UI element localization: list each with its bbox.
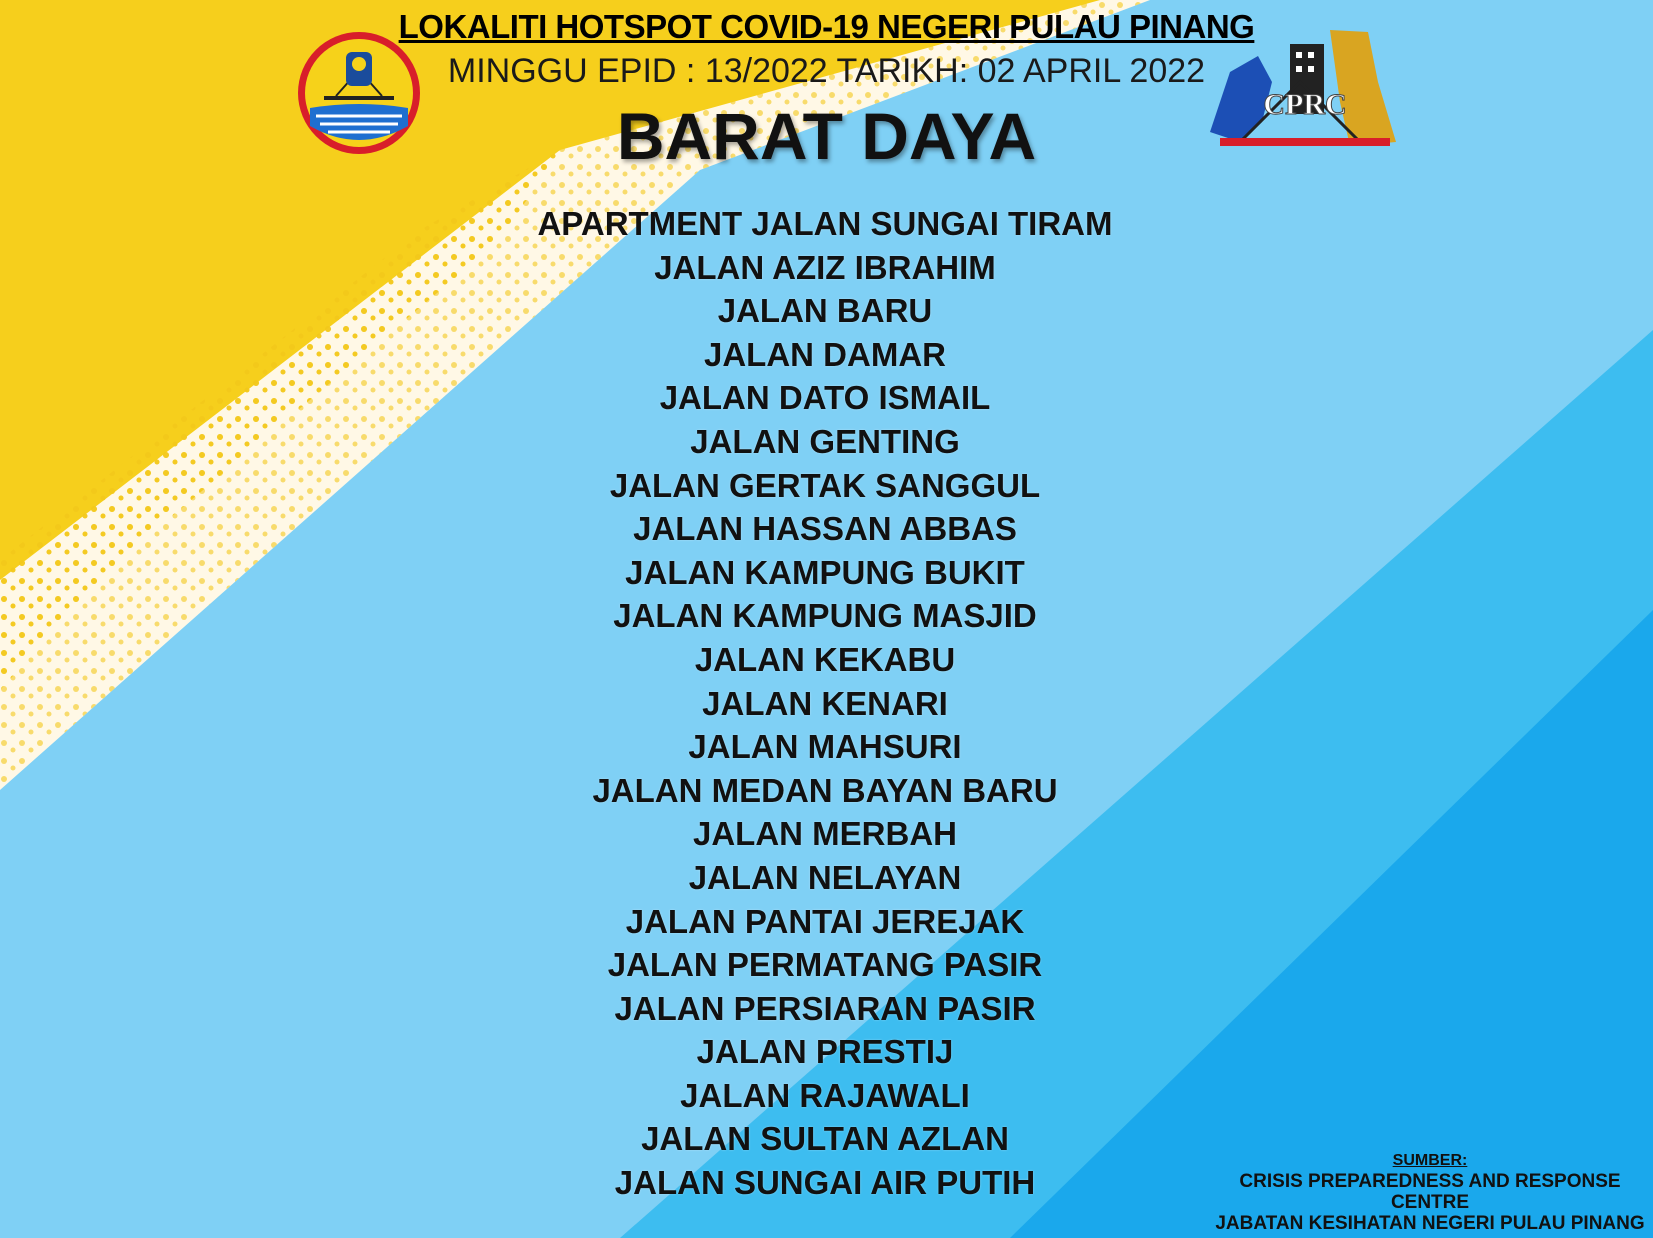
list-item: JALAN HASSAN ABBAS xyxy=(633,510,1017,548)
list-item: JALAN KAMPUNG BUKIT xyxy=(625,553,1025,591)
locality-list xyxy=(420,202,1230,1205)
list-item: JALAN KAMPUNG MASJID xyxy=(613,597,1037,635)
cprc-logo-text: CPRC xyxy=(1263,88,1347,121)
list-item: JALAN PERMATANG PASIR xyxy=(607,946,1043,984)
list-item: JALAN DATO ISMAIL xyxy=(659,379,991,417)
list-item: JALAN SUNGAI AIR PUTIH xyxy=(614,1164,1036,1202)
district-name: BARAT DAYA xyxy=(616,99,1037,173)
list-item: JALAN SULTAN AZLAN xyxy=(641,1120,1009,1158)
list-item: JALAN BARU xyxy=(717,292,933,330)
list-item: JALAN PANTAI JEREJAK xyxy=(625,902,1025,940)
list-item: JALAN GERTAK SANGGUL xyxy=(609,466,1041,504)
list-item: JALAN GENTING xyxy=(690,422,960,460)
list-item: JALAN PRESTIJ xyxy=(696,1033,954,1071)
list-item: JALAN RAJAWALI xyxy=(680,1076,970,1114)
list-item: JALAN AZIZ IBRAHIM xyxy=(654,248,996,286)
source-line-2: CENTRE xyxy=(1390,1192,1470,1213)
list-item: JALAN KENARI xyxy=(702,684,948,722)
epid-week-date: MINGGU EPID : 13/2022 TARIKH: 02 APRIL 2022 xyxy=(447,52,1206,90)
source-line-3: JABATAN KESIHATAN NEGERI PULAU PINANG xyxy=(1215,1213,1645,1234)
list-item: JALAN MAHSURI xyxy=(688,728,962,766)
list-item: JALAN DAMAR xyxy=(704,335,946,373)
source-line-1: CRISIS PREPAREDNESS AND RESPONSE xyxy=(1239,1171,1621,1192)
source-credit xyxy=(1210,1150,1650,1234)
list-item: JALAN PERSIARAN PASIR xyxy=(614,989,1036,1027)
list-item: APARTMENT JALAN SUNGAI TIRAM xyxy=(537,205,1113,242)
list-item: JALAN KEKABU xyxy=(694,640,956,678)
list-item: JALAN MERBAH xyxy=(693,815,957,853)
page-title: LOKALITI HOTSPOT COVID-19 NEGERI PULAU PINANG xyxy=(398,8,1255,45)
source-label: SUMBER: xyxy=(1392,1152,1468,1169)
list-item: JALAN MEDAN BAYAN BARU xyxy=(592,771,1058,809)
list-item: JALAN NELAYAN xyxy=(688,858,962,896)
